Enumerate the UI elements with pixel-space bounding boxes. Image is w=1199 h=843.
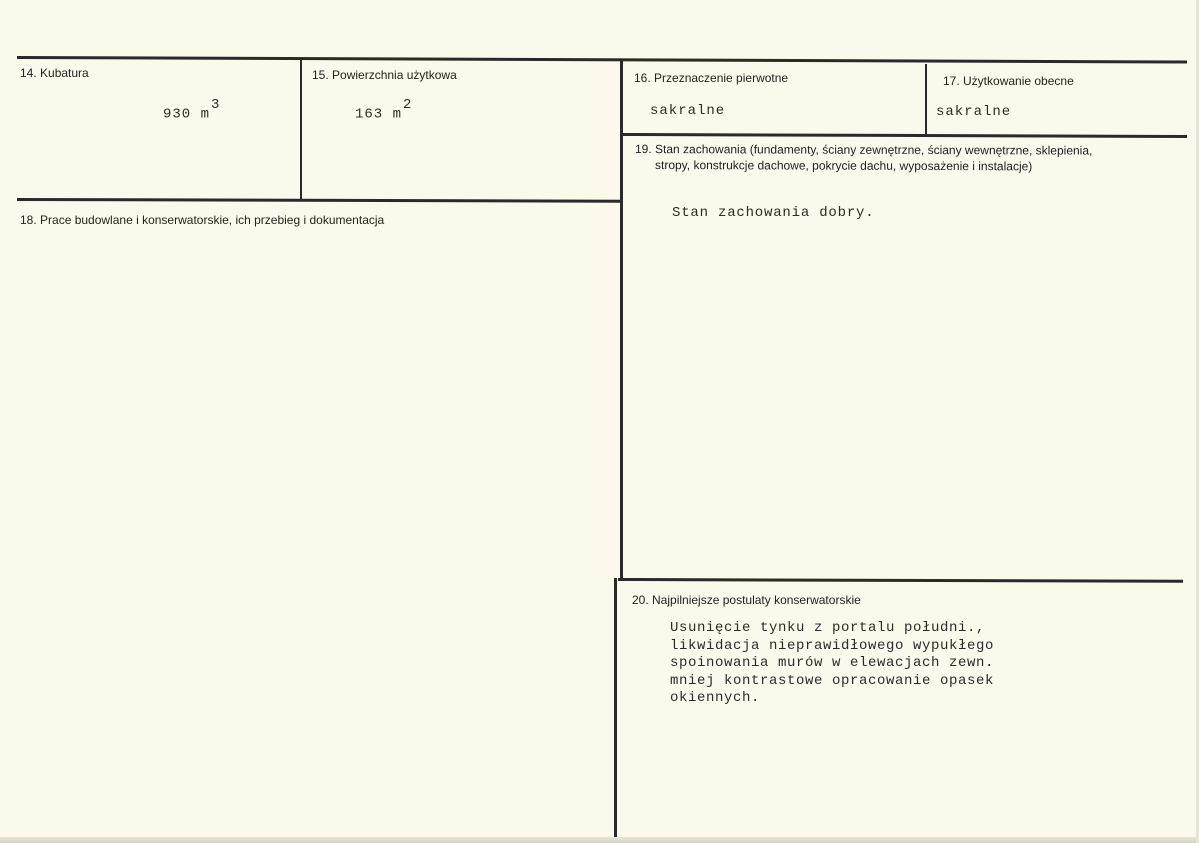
field-16-value: sakralne [650,103,726,119]
field-15-exponent: 2 [403,97,413,113]
field-17-value: sakralne [936,104,1012,120]
field-18-label: 18. Prace budowlane i konserwatorskie, ich przebieg i dokumentacja [20,213,385,227]
field-20-line: mniej kontrastowe opracowanie opasek [670,672,995,689]
card-bottom-edge [0,837,1199,843]
field-14-label: 14. Kubatura [20,66,89,80]
field-19-label-line2: stropy, konstrukcje dachowe, pokrycie dachu, wyposażenie i instalacje) [654,158,1033,174]
divider-14-15 [300,58,302,200]
divider-16-17 [925,64,927,134]
field-20-line: okiennych. [670,690,761,706]
field-17-label: 17. Użytkowanie obecne [943,74,1074,88]
field-14-value-text: 930 m [163,106,211,123]
rule-under-14-15 [17,198,622,203]
field-19-label-line1: 19. Stan zachowania (fundamenty, ściany zewnętrzne, ściany wewnętrzne, sklepienia, [634,142,1093,158]
field-19-value: Stan zachowania dobry. [672,205,875,221]
field-20-label: 20. Najpilniejsze postulaty konserwatorskie [632,593,861,607]
field-20-line: spoinowania murów w elewacjach zewn. [670,655,995,671]
field-20-value [670,620,994,708]
rule-under-16-17 [622,133,1187,138]
field-16-label: 16. Przeznaczenie pierwotne [634,71,789,85]
field-15-value-text: 163 m [355,106,403,123]
field-15-label: 15. Powierzchnia użytkowa [312,68,457,82]
divider-left-right-lower [614,578,617,840]
field-20-line: Usunięcie tynku z portalu południ., [670,620,986,636]
top-rule [17,56,1187,63]
field-14-value [163,97,221,123]
rule-19-20 [618,578,1183,583]
field-14-exponent: 3 [211,97,221,113]
field-20-line: likwidacja nieprawidłowego wypukłego [670,637,995,654]
divider-left-right [620,60,623,580]
field-15-value [355,97,413,123]
